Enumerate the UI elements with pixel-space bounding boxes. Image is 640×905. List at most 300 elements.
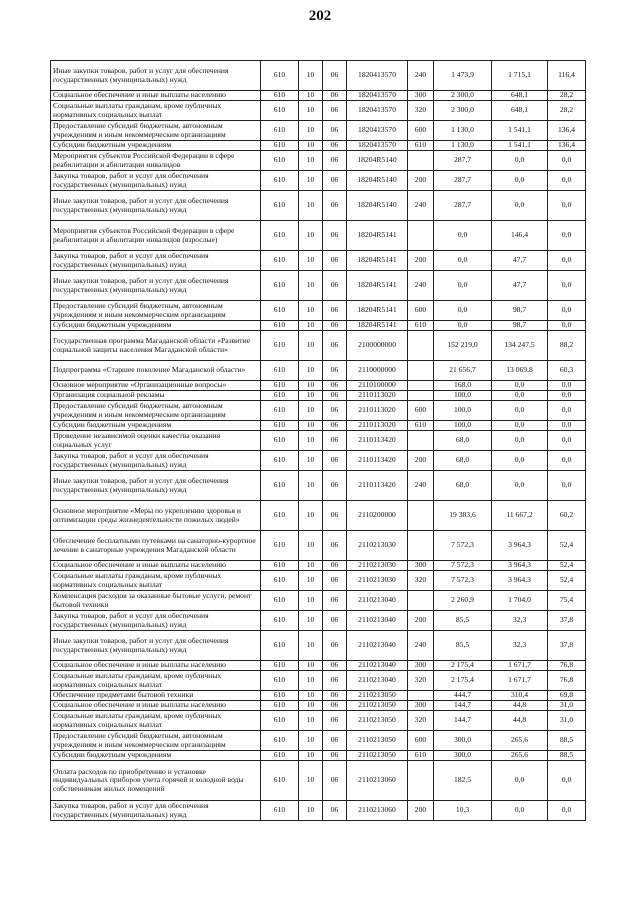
subsection-code-cell: 06 [323, 271, 347, 301]
executed-amount-cell: 3 964,3 [492, 571, 548, 591]
section-code-cell: 10 [299, 431, 323, 451]
expense-type-cell: 240 [408, 61, 434, 91]
section-code-cell: 10 [299, 701, 323, 711]
expense-type-cell [408, 531, 434, 561]
row-name-cell: Государственная программа Магаданской области «Развитие социальной защиты населения Магаданской области» [51, 331, 261, 361]
table-row [51, 711, 586, 731]
planned-amount-cell: 182,5 [434, 761, 492, 801]
planned-amount-cell: 2 300,0 [434, 91, 492, 101]
expense-type-cell [408, 331, 434, 361]
table-row [51, 501, 586, 531]
section-code-cell: 10 [299, 221, 323, 251]
row-name-cell: Основное мероприятие «Организационные вопросы» [51, 381, 261, 391]
admin-code-cell: 610 [261, 571, 299, 591]
subsection-code-cell: 06 [323, 121, 347, 141]
admin-code-cell: 610 [261, 731, 299, 751]
row-name-cell: Иные закупки товаров, работ и услуг для обеспечения государственных (муниципальных) нужд [51, 191, 261, 221]
admin-code-cell: 610 [261, 331, 299, 361]
row-name-cell: Социальное обеспечение и иные выплаты населению [51, 701, 261, 711]
table-row [51, 761, 586, 801]
execution-percent-cell: 28,2 [548, 91, 586, 101]
expense-type-cell [408, 361, 434, 381]
admin-code-cell: 610 [261, 221, 299, 251]
section-code-cell: 10 [299, 321, 323, 331]
row-name-cell: Компенсация расходов за оказанные бытовые услуги, ремонт бытовой техники [51, 591, 261, 611]
table-row [51, 471, 586, 501]
row-name-cell: Субсидии бюджетным учреждениям [51, 141, 261, 151]
executed-amount-cell: 310,4 [492, 691, 548, 701]
target-article-cell: 2110213040 [347, 611, 408, 631]
planned-amount-cell: 100,0 [434, 401, 492, 421]
execution-percent-cell: 0,0 [548, 451, 586, 471]
planned-amount-cell: 168,0 [434, 381, 492, 391]
expense-type-cell: 300 [408, 91, 434, 101]
section-code-cell: 10 [299, 561, 323, 571]
execution-percent-cell: 31,0 [548, 701, 586, 711]
planned-amount-cell: 287,7 [434, 191, 492, 221]
row-name-cell: Субсидии бюджетным учреждениям [51, 751, 261, 761]
subsection-code-cell: 06 [323, 701, 347, 711]
admin-code-cell: 610 [261, 121, 299, 141]
table-row [51, 451, 586, 471]
admin-code-cell: 610 [261, 761, 299, 801]
section-code-cell: 10 [299, 591, 323, 611]
subsection-code-cell: 06 [323, 751, 347, 761]
row-name-cell: Обеспечение бесплатными путевками на санаторно-курортное лечение в санаторные учреждения Магаданской области [51, 531, 261, 561]
planned-amount-cell: 7 572,3 [434, 531, 492, 561]
admin-code-cell: 610 [261, 421, 299, 431]
target-article-cell: 2100000000 [347, 331, 408, 361]
section-code-cell: 10 [299, 141, 323, 151]
section-code-cell: 10 [299, 391, 323, 401]
row-name-cell: Закупка товаров, работ и услуг для обеспечения государственных (муниципальных) нужд [51, 251, 261, 271]
execution-percent-cell: 136,4 [548, 141, 586, 151]
execution-percent-cell: 0,0 [548, 221, 586, 251]
subsection-code-cell: 06 [323, 151, 347, 171]
table-row [51, 91, 586, 101]
executed-amount-cell: 0,0 [492, 381, 548, 391]
execution-percent-cell: 0,0 [548, 381, 586, 391]
admin-code-cell: 610 [261, 531, 299, 561]
subsection-code-cell: 06 [323, 431, 347, 451]
section-code-cell: 10 [299, 691, 323, 701]
admin-code-cell: 610 [261, 661, 299, 671]
table-row [51, 431, 586, 451]
admin-code-cell: 610 [261, 401, 299, 421]
executed-amount-cell: 44,8 [492, 711, 548, 731]
expense-type-cell: 300 [408, 661, 434, 671]
table-row [51, 691, 586, 701]
expense-type-cell: 240 [408, 631, 434, 661]
target-article-cell: 2110213050 [347, 711, 408, 731]
row-name-cell: Мероприятия субъектов Российской Федерации в сфере реабилитации и абилитации инвалидов [51, 151, 261, 171]
planned-amount-cell: 1 130,0 [434, 121, 492, 141]
table-row [51, 731, 586, 751]
execution-percent-cell: 0,0 [548, 761, 586, 801]
expense-type-cell [408, 761, 434, 801]
execution-percent-cell: 0,0 [548, 431, 586, 451]
admin-code-cell: 610 [261, 451, 299, 471]
subsection-code-cell: 06 [323, 421, 347, 431]
section-code-cell: 10 [299, 761, 323, 801]
execution-percent-cell: 136,4 [548, 121, 586, 141]
expense-type-cell: 610 [408, 141, 434, 151]
execution-percent-cell: 52,4 [548, 561, 586, 571]
target-article-cell: 1820413570 [347, 61, 408, 91]
subsection-code-cell: 06 [323, 451, 347, 471]
target-article-cell: 2110113420 [347, 431, 408, 451]
admin-code-cell: 610 [261, 91, 299, 101]
planned-amount-cell: 1 130,0 [434, 141, 492, 151]
subsection-code-cell: 06 [323, 591, 347, 611]
executed-amount-cell: 0,0 [492, 471, 548, 501]
section-code-cell: 10 [299, 401, 323, 421]
target-article-cell: 2110213060 [347, 801, 408, 821]
admin-code-cell: 610 [261, 151, 299, 171]
expense-type-cell: 320 [408, 571, 434, 591]
expense-type-cell [408, 151, 434, 171]
executed-amount-cell: 146,4 [492, 221, 548, 251]
executed-amount-cell: 3 964,3 [492, 531, 548, 561]
expense-type-cell: 200 [408, 451, 434, 471]
executed-amount-cell: 1 671,7 [492, 671, 548, 691]
planned-amount-cell: 2 260,9 [434, 591, 492, 611]
executed-amount-cell: 32,3 [492, 631, 548, 661]
section-code-cell: 10 [299, 171, 323, 191]
budget-table [50, 60, 586, 821]
target-article-cell: 2110213050 [347, 731, 408, 751]
planned-amount-cell: 2 300,0 [434, 101, 492, 121]
section-code-cell: 10 [299, 471, 323, 501]
table-row [51, 571, 586, 591]
table-row [51, 251, 586, 271]
target-article-cell: 2110113020 [347, 391, 408, 401]
row-name-cell: Предоставление субсидий бюджетным, автономным учреждениям и иным некоммерческим организациям [51, 121, 261, 141]
executed-amount-cell: 0,0 [492, 191, 548, 221]
subsection-code-cell: 06 [323, 761, 347, 801]
row-name-cell: Основное мероприятие «Меры по укреплению здоровья и оптимизации среды жизнедеятельности пожилых людей» [51, 501, 261, 531]
target-article-cell: 2110213050 [347, 751, 408, 761]
row-name-cell: Проведение независимой оценки качества оказания социальных услуг [51, 431, 261, 451]
admin-code-cell: 610 [261, 691, 299, 701]
row-name-cell: Предоставление субсидий бюджетным, автономным учреждениям и иным некоммерческим организациям [51, 731, 261, 751]
admin-code-cell: 610 [261, 501, 299, 531]
planned-amount-cell: 287,7 [434, 151, 492, 171]
subsection-code-cell: 06 [323, 401, 347, 421]
planned-amount-cell: 152 219,0 [434, 331, 492, 361]
target-article-cell: 2110213050 [347, 691, 408, 701]
subsection-code-cell: 06 [323, 561, 347, 571]
subsection-code-cell: 06 [323, 361, 347, 381]
expense-type-cell [408, 381, 434, 391]
executed-amount-cell: 265,6 [492, 751, 548, 761]
expense-type-cell: 320 [408, 671, 434, 691]
subsection-code-cell: 06 [323, 331, 347, 361]
planned-amount-cell: 68,0 [434, 471, 492, 501]
table-row [51, 561, 586, 571]
execution-percent-cell: 52,4 [548, 531, 586, 561]
subsection-code-cell: 06 [323, 61, 347, 91]
row-name-cell: Иные закупки товаров, работ и услуг для обеспечения государственных (муниципальных) нужд [51, 271, 261, 301]
subsection-code-cell: 06 [323, 221, 347, 251]
target-article-cell: 1820413570 [347, 101, 408, 121]
section-code-cell: 10 [299, 421, 323, 431]
expense-type-cell: 200 [408, 171, 434, 191]
execution-percent-cell: 88,5 [548, 731, 586, 751]
executed-amount-cell: 13 069,8 [492, 361, 548, 381]
row-name-cell: Социальные выплаты гражданам, кроме публичных нормативных социальных выплат [51, 571, 261, 591]
executed-amount-cell: 47,7 [492, 271, 548, 301]
section-code-cell: 10 [299, 101, 323, 121]
subsection-code-cell: 06 [323, 631, 347, 661]
execution-percent-cell: 0,0 [548, 471, 586, 501]
target-article-cell: 2110213040 [347, 591, 408, 611]
planned-amount-cell: 0,0 [434, 301, 492, 321]
expense-type-cell: 200 [408, 801, 434, 821]
executed-amount-cell: 0,0 [492, 151, 548, 171]
execution-percent-cell: 0,0 [548, 151, 586, 171]
section-code-cell: 10 [299, 751, 323, 761]
executed-amount-cell: 0,0 [492, 171, 548, 191]
execution-percent-cell: 0,0 [548, 301, 586, 321]
executed-amount-cell: 1 541,1 [492, 121, 548, 141]
admin-code-cell: 610 [261, 321, 299, 331]
admin-code-cell: 610 [261, 381, 299, 391]
row-name-cell: Оплата расходов по приобретению и установке индивидуальных приборов учета горячей и холодной воды собственникам жилых помещений [51, 761, 261, 801]
row-name-cell: Закупка товаров, работ и услуг для обеспечения государственных (муниципальных) нужд [51, 611, 261, 631]
executed-amount-cell: 0,0 [492, 431, 548, 451]
page-number: 202 [308, 8, 332, 24]
planned-amount-cell: 19 383,6 [434, 501, 492, 531]
subsection-code-cell: 06 [323, 501, 347, 531]
executed-amount-cell: 0,0 [492, 421, 548, 431]
table-row [51, 531, 586, 561]
table-row [51, 801, 586, 821]
target-article-cell: 18204R5141 [347, 301, 408, 321]
section-code-cell: 10 [299, 801, 323, 821]
table-row [51, 421, 586, 431]
admin-code-cell: 610 [261, 711, 299, 731]
target-article-cell: 2110213040 [347, 631, 408, 661]
admin-code-cell: 610 [261, 471, 299, 501]
admin-code-cell: 610 [261, 61, 299, 91]
execution-percent-cell: 0,0 [548, 251, 586, 271]
row-name-cell: Предоставление субсидий бюджетным, автономным учреждениям и иным некоммерческим организациям [51, 301, 261, 321]
executed-amount-cell: 98,7 [492, 301, 548, 321]
expense-type-cell: 610 [408, 321, 434, 331]
section-code-cell: 10 [299, 661, 323, 671]
subsection-code-cell: 06 [323, 661, 347, 671]
admin-code-cell: 610 [261, 101, 299, 121]
section-code-cell: 10 [299, 61, 323, 91]
row-name-cell: Мероприятия субъектов Российской Федерации в сфере реабилитации и абилитации инвалидов (взрослые) [51, 221, 261, 251]
subsection-code-cell: 06 [323, 321, 347, 331]
section-code-cell: 10 [299, 121, 323, 141]
executed-amount-cell: 98,7 [492, 321, 548, 331]
subsection-code-cell: 06 [323, 191, 347, 221]
target-article-cell: 2110200000 [347, 501, 408, 531]
execution-percent-cell: 116,4 [548, 61, 586, 91]
target-article-cell: 18204R5141 [347, 321, 408, 331]
planned-amount-cell: 1 473,9 [434, 61, 492, 91]
table-row [51, 171, 586, 191]
executed-amount-cell: 648,1 [492, 101, 548, 121]
section-code-cell: 10 [299, 91, 323, 101]
table-row [51, 271, 586, 301]
expense-type-cell: 600 [408, 121, 434, 141]
planned-amount-cell: 0,0 [434, 271, 492, 301]
planned-amount-cell: 444,7 [434, 691, 492, 701]
executed-amount-cell: 0,0 [492, 401, 548, 421]
planned-amount-cell: 2 175,4 [434, 671, 492, 691]
target-article-cell: 2110113420 [347, 451, 408, 471]
expense-type-cell: 610 [408, 421, 434, 431]
executed-amount-cell: 1 715,1 [492, 61, 548, 91]
execution-percent-cell: 60,2 [548, 501, 586, 531]
subsection-code-cell: 06 [323, 301, 347, 321]
planned-amount-cell: 68,0 [434, 451, 492, 471]
expense-type-cell: 320 [408, 101, 434, 121]
subsection-code-cell: 06 [323, 91, 347, 101]
table-row [51, 301, 586, 321]
table-row [51, 391, 586, 401]
row-name-cell: Субсидии бюджетным учреждениям [51, 321, 261, 331]
section-code-cell: 10 [299, 531, 323, 561]
row-name-cell: Социальное обеспечение и иные выплаты населению [51, 561, 261, 571]
expense-type-cell: 300 [408, 701, 434, 711]
expense-type-cell: 600 [408, 301, 434, 321]
admin-code-cell: 610 [261, 751, 299, 761]
subsection-code-cell: 06 [323, 101, 347, 121]
row-name-cell: Социальные выплаты гражданам, кроме публичных нормативных социальных выплат [51, 711, 261, 731]
table-row [51, 141, 586, 151]
table-row [51, 401, 586, 421]
section-code-cell: 10 [299, 501, 323, 531]
section-code-cell: 10 [299, 451, 323, 471]
table-row [51, 121, 586, 141]
row-name-cell: Иные закупки товаров, работ и услуг для обеспечения государственных (муниципальных) нужд [51, 61, 261, 91]
admin-code-cell: 610 [261, 361, 299, 381]
planned-amount-cell: 0,0 [434, 321, 492, 331]
target-article-cell: 2110213030 [347, 571, 408, 591]
execution-percent-cell: 0,0 [548, 171, 586, 191]
target-article-cell: 2110113020 [347, 421, 408, 431]
execution-percent-cell: 0,0 [548, 191, 586, 221]
table-row [51, 151, 586, 171]
planned-amount-cell: 0,0 [434, 251, 492, 271]
execution-percent-cell: 88,5 [548, 751, 586, 761]
planned-amount-cell: 144,7 [434, 711, 492, 731]
subsection-code-cell: 06 [323, 571, 347, 591]
subsection-code-cell: 06 [323, 731, 347, 751]
subsection-code-cell: 06 [323, 611, 347, 631]
subsection-code-cell: 06 [323, 531, 347, 561]
row-name-cell: Организация социальной рекламы [51, 391, 261, 401]
table-row [51, 361, 586, 381]
row-name-cell: Закупка товаров, работ и услуг для обеспечения государственных (муниципальных) нужд [51, 801, 261, 821]
admin-code-cell: 610 [261, 801, 299, 821]
row-name-cell: Субсидии бюджетным учреждениям [51, 421, 261, 431]
section-code-cell: 10 [299, 611, 323, 631]
execution-percent-cell: 37,8 [548, 631, 586, 661]
row-name-cell: Социальное обеспечение и иные выплаты населению [51, 661, 261, 671]
section-code-cell: 10 [299, 711, 323, 731]
row-name-cell: Социальные выплаты гражданам, кроме публичных нормативных социальных выплат [51, 101, 261, 121]
planned-amount-cell: 68,0 [434, 431, 492, 451]
target-article-cell: 2110000000 [347, 361, 408, 381]
section-code-cell: 10 [299, 361, 323, 381]
target-article-cell: 18204R5140 [347, 171, 408, 191]
planned-amount-cell: 85,5 [434, 611, 492, 631]
execution-percent-cell: 37,8 [548, 611, 586, 631]
execution-percent-cell: 76,8 [548, 661, 586, 671]
subsection-code-cell: 06 [323, 471, 347, 501]
execution-percent-cell: 0,0 [548, 801, 586, 821]
subsection-code-cell: 06 [323, 251, 347, 271]
target-article-cell: 2110213060 [347, 761, 408, 801]
table-row [51, 631, 586, 661]
section-code-cell: 10 [299, 671, 323, 691]
admin-code-cell: 610 [261, 141, 299, 151]
executed-amount-cell: 11 667,2 [492, 501, 548, 531]
planned-amount-cell: 0,0 [434, 221, 492, 251]
executed-amount-cell: 3 964,3 [492, 561, 548, 571]
planned-amount-cell: 144,7 [434, 701, 492, 711]
admin-code-cell: 610 [261, 171, 299, 191]
executed-amount-cell: 0,0 [492, 761, 548, 801]
section-code-cell: 10 [299, 271, 323, 301]
admin-code-cell: 610 [261, 431, 299, 451]
row-name-cell: Социальные выплаты гражданам, кроме публичных нормативных социальных выплат [51, 671, 261, 691]
executed-amount-cell: 47,7 [492, 251, 548, 271]
planned-amount-cell: 300,0 [434, 731, 492, 751]
table-body [51, 61, 586, 821]
target-article-cell: 2110113020 [347, 401, 408, 421]
expense-type-cell [408, 431, 434, 451]
expense-type-cell [408, 501, 434, 531]
admin-code-cell: 610 [261, 301, 299, 321]
executed-amount-cell: 1 541,1 [492, 141, 548, 151]
expense-type-cell: 200 [408, 251, 434, 271]
target-article-cell: 2110213050 [347, 701, 408, 711]
expense-type-cell [408, 391, 434, 401]
target-article-cell: 2110100000 [347, 381, 408, 391]
executed-amount-cell: 648,1 [492, 91, 548, 101]
target-article-cell: 2110213030 [347, 531, 408, 561]
target-article-cell: 1820413570 [347, 141, 408, 151]
execution-percent-cell: 0,0 [548, 271, 586, 301]
expense-type-cell: 610 [408, 751, 434, 761]
row-name-cell: Социальное обеспечение и иные выплаты населению [51, 91, 261, 101]
executed-amount-cell: 32,3 [492, 611, 548, 631]
planned-amount-cell: 300,0 [434, 751, 492, 761]
target-article-cell: 1820413570 [347, 121, 408, 141]
subsection-code-cell: 06 [323, 691, 347, 701]
table-row [51, 671, 586, 691]
expense-type-cell: 600 [408, 401, 434, 421]
section-code-cell: 10 [299, 631, 323, 661]
row-name-cell: Закупка товаров, работ и услуг для обеспечения государственных (муниципальных) нужд [51, 451, 261, 471]
table-row [51, 331, 586, 361]
executed-amount-cell: 1 704,0 [492, 591, 548, 611]
target-article-cell: 18204R5140 [347, 191, 408, 221]
section-code-cell: 10 [299, 381, 323, 391]
planned-amount-cell: 287,7 [434, 171, 492, 191]
section-code-cell: 10 [299, 331, 323, 361]
admin-code-cell: 610 [261, 191, 299, 221]
row-name-cell: Предоставление субсидий бюджетным, автономным учреждениям и иным некоммерческим организациям [51, 401, 261, 421]
section-code-cell: 10 [299, 731, 323, 751]
